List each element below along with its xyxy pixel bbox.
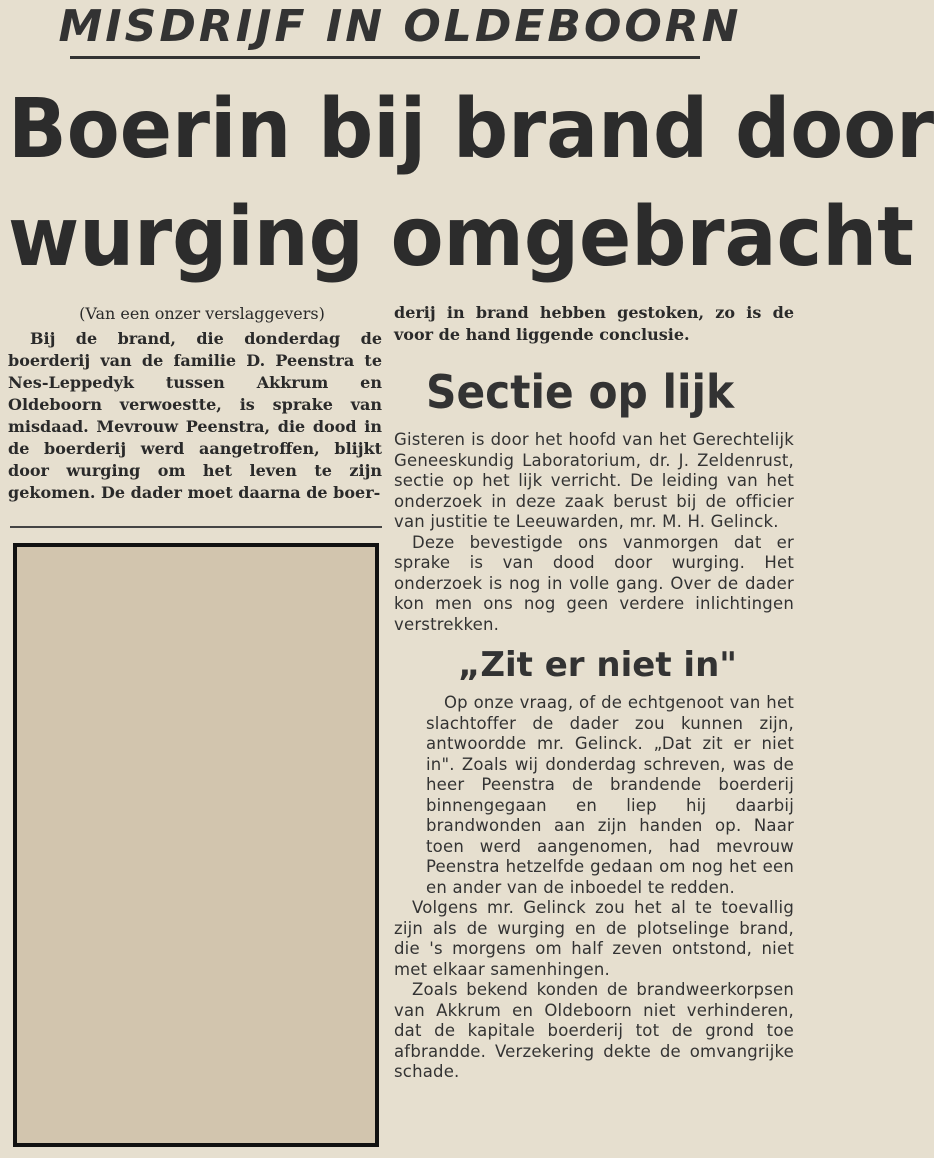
subheading-sectie: Sectie op lijk <box>426 365 735 419</box>
kicker-title: MISDRIJF IN OLDEBOORN <box>58 1 742 52</box>
headline <box>8 76 934 292</box>
intro-left <box>8 328 382 504</box>
section-sectie-body <box>394 430 794 635</box>
column-divider <box>10 526 382 528</box>
section-zit-body-indented <box>394 693 794 898</box>
intro-paragraph-left: Bij de brand, die donderdag de boerderij van de familie D. Peenstra te Nes-Leppedyk tussen Akkrum en Oldeboorn verwoestte, is sprake van misdaad. Mevrouw Peenstra, die dood in de boerderij werd aangetroffen, blijkt door wurging om het leven te zijn gekomen. De dader moet daarna de boer- <box>8 329 382 502</box>
subheading-zit-er-niet-in: „Zit er niet in" <box>458 645 737 685</box>
sectie-paragraph-2: Deze bevestigde ons vanmorgen dat er sprake is van dood door wurging. Het onderzoek is nog in volle gang. Over de dader kon men ons nog geen verdere inlichtingen verstrekken. <box>394 532 794 634</box>
byline: (Van een onzer verslaggevers) <box>79 304 325 323</box>
zit-paragraph-2: Volgens mr. Gelinck zou het al te toevallig zijn als de wurging en de plotselinge brand, die 's morgens om half zeven ontstond, niet met elkaar samenhingen. <box>394 898 794 979</box>
section-zit-body <box>394 898 794 1083</box>
headline-line-2: wurging omgebracht <box>8 190 914 285</box>
sectie-paragraph-1: Gisteren is door het hoofd van het Gerechtelijk Geneeskundig Laboratorium, dr. J. Zeldenrust, sectie op het lijk verricht. De leiding van het onderzoek in deze zaak berust bij de officier van justitie te Leeuwarden, mr. M. H. Gelinck. <box>394 430 794 531</box>
photo-placeholder <box>13 543 379 1147</box>
intro-right <box>394 302 794 346</box>
kicker-underline <box>70 56 700 59</box>
intro-paragraph-right: derij in brand hebben gestoken, zo is de voor de hand liggende conclusie. <box>394 303 794 344</box>
left-column <box>8 302 382 504</box>
zit-paragraph-1: Op onze vraag, of de echtgenoot van het slachtoffer de dader zou kunnen zijn, antwoordde mr. Gelinck. „Dat zit er niet in". Zoals wij donderdag schreven, was de heer Peenstra de brandende boerderij binnengegaan en liep hij daarbij brandwonden aan zijn handen op. Naar toen werd aangenomen, had mevrouw Peenstra hetzelfde gedaan om nog het een en ander van de inboedel te redden. <box>426 693 794 897</box>
headline-line-1: Boerin bij brand door <box>8 82 934 177</box>
right-column <box>394 302 794 1083</box>
zit-paragraph-3: Zoals bekend konden de brandweerkorpsen van Akkrum en Oldeboorn niet verhinderen, dat de kapitale boerderij tot de grond toe afbrandde. Verzekering dekte de omvangrijke schade. <box>394 980 794 1081</box>
